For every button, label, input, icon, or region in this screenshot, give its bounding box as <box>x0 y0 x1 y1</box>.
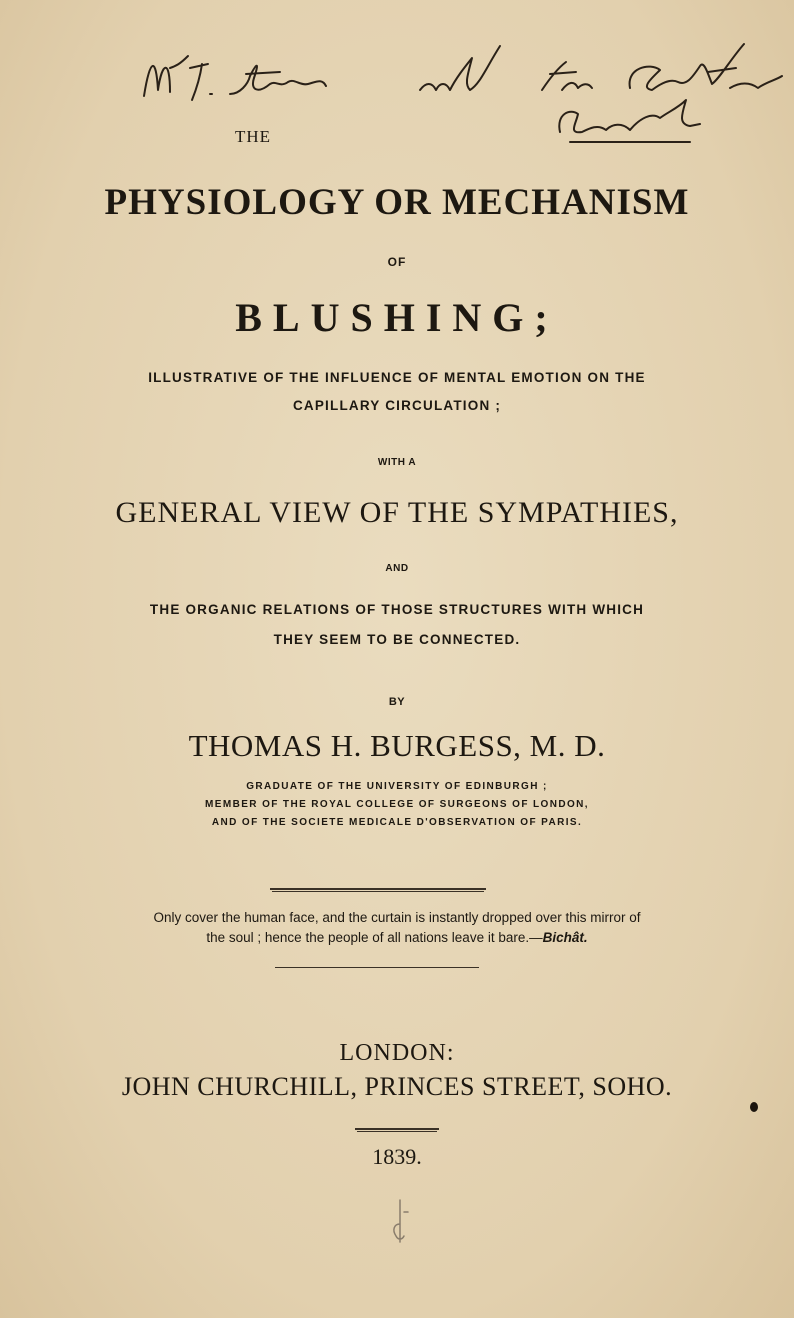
divider-rule <box>355 1128 439 1130</box>
connector-with-a: WITH A <box>377 457 417 468</box>
author-credential: AND OF THE SOCIETE MEDICALE D'OBSERVATION OF PARIS. <box>211 817 583 828</box>
divider-rule <box>272 891 484 892</box>
imprint-publisher: JOHN CHURCHILL, PRINCES STREET, SOHO. <box>121 1072 673 1101</box>
connector-and: AND <box>385 563 409 574</box>
title-article: THE <box>235 127 272 146</box>
author-credential: MEMBER OF THE ROYAL COLLEGE OF SURGEONS OF LONDON, <box>205 799 589 810</box>
title-line-1: PHYSIOLOGY OR MECHANISM <box>104 182 690 223</box>
epigraph-line-1: Only cover the human face, and the curtain is instantly dropped over this mirror of <box>153 910 641 925</box>
subtitle-line-1: ILLUSTRATIVE OF THE INFLUENCE OF MENTAL EMOTION ON THE <box>148 370 646 385</box>
imprint-city: LONDON: <box>339 1040 455 1066</box>
author-credential: GRADUATE OF THE UNIVERSITY OF EDINBURGH ; <box>246 781 548 792</box>
subtitle-line-4: THEY SEEM TO BE CONNECTED. <box>273 632 521 647</box>
inscription-script <box>130 38 790 158</box>
subtitle-line-3: THE ORGANIC RELATIONS OF THOSE STRUCTURES WITH WHICH <box>149 602 645 617</box>
title-connector-of: OF <box>387 255 407 269</box>
subtitle-line-2: CAPILLARY CIRCULATION ; <box>292 398 502 413</box>
epigraph-text: the soul ; hence the people of all nations leave it bare.— <box>206 930 543 945</box>
title-line-3: GENERAL VIEW OF THE SYMPATHIES, <box>115 496 679 529</box>
ink-spot <box>750 1102 758 1112</box>
handwritten-mark <box>390 1196 410 1246</box>
author-name: THOMAS H. BURGESS, M. D. <box>188 728 606 763</box>
epigraph-line-2 <box>0 930 794 945</box>
divider-rule <box>270 888 486 890</box>
epigraph-source: Bichât. <box>542 930 588 945</box>
connector-by: BY <box>388 696 406 708</box>
imprint-year: 1839. <box>372 1144 422 1169</box>
divider-rule <box>357 1131 437 1132</box>
divider-rule <box>275 967 479 968</box>
handwritten-inscription <box>130 38 790 158</box>
title-line-2: BLUSHING; <box>235 295 559 340</box>
